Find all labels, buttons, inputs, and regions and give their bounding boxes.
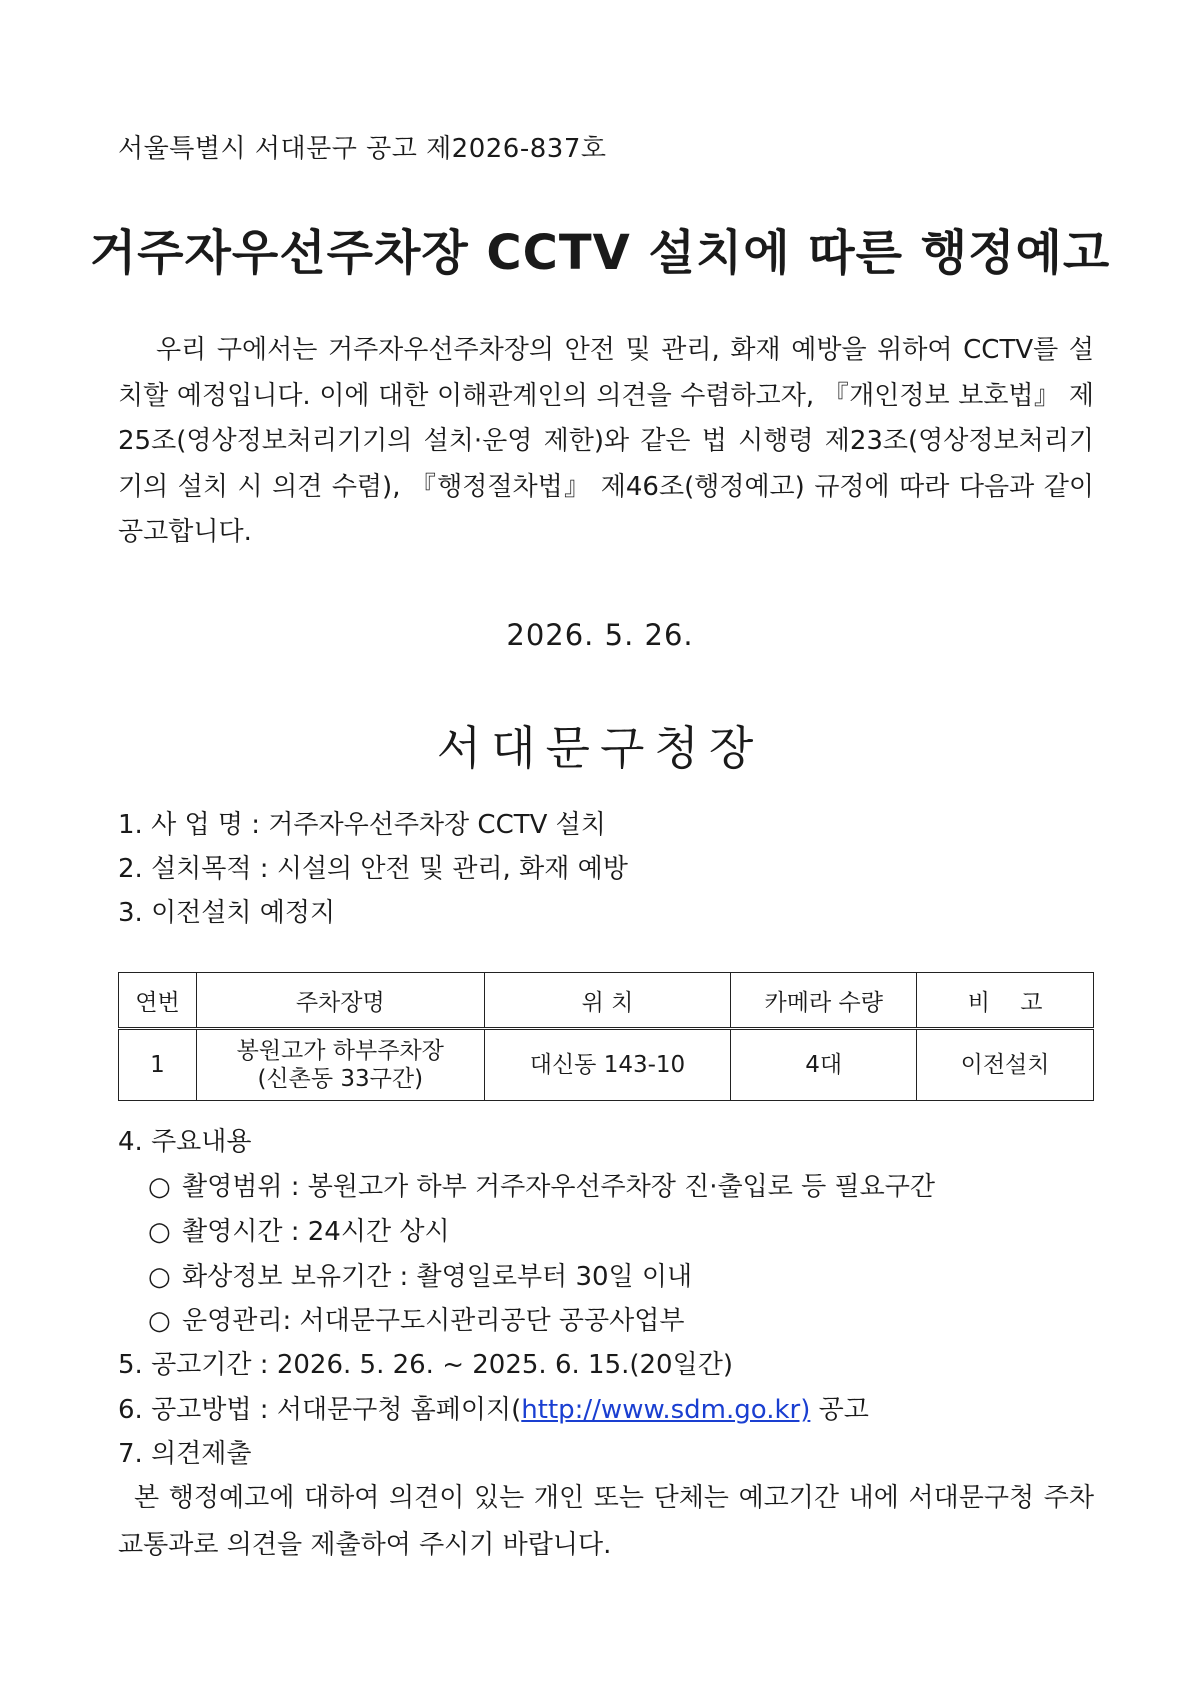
issuer-name: 서대문구청장 [436, 721, 764, 775]
main-content-item [148, 1300, 685, 1337]
table-row [119, 1029, 1094, 1101]
item-project-name: 1. 사 업 명 : 거주자우선주차장 CCTV 설치 [118, 810, 606, 840]
document-title: 거주자우선주차장 CCTV 설치에 따른 행정예고 [89, 225, 1111, 281]
main-content-item [148, 1256, 692, 1293]
homepage-link[interactable]: http://www.sdm.go.kr) [521, 1395, 811, 1425]
cell-parking-name [196, 1029, 484, 1101]
table-header-row [119, 973, 1094, 1029]
item-opinion-heading: 7. 의견제출 [118, 1439, 252, 1469]
header-note: 비 고 [917, 973, 1094, 1029]
main-content-text: 운영관리: 서대문구도시관리공단 공공사업부 [182, 1306, 685, 1336]
main-content-text: 촬영범위 : 봉원고가 하부 거주자우선주차장 진·출입로 등 필요구간 [182, 1172, 936, 1202]
main-content-item [148, 1211, 450, 1248]
opinion-text: 본 행정예고에 대하여 의견이 있는 개인 또는 단체는 예고기간 내에 서대문구청 주차교통과로 의견을 제출하여 주시기 바랍니다. [118, 1483, 1094, 1560]
intro-text: 우리 구에서는 거주자우선주차장의 안전 및 관리, 화재 예방을 위하여 CCTV를 설치할 예정입니다. 이에 대한 이해관계인의 의견을 수렴하고자, 『개인정보 보호법』 제25조(영상정보처리기기의 설치·운영 제한)와 같은 법 시행령 제23조(영상정보처리기기의 설치 시 의견 수렴), 『행정절차법』 제46조(행정예고) 규정에 따라 다음과 같이 공고합니다. [118, 335, 1094, 547]
item-period: 5. 공고기간 : 2026. 5. 26. ~ 2025. 6. 15.(20일간) [118, 1350, 733, 1380]
header-camera-count: 카메라 수량 [731, 973, 917, 1029]
bullet-icon: ○ [148, 1172, 171, 1202]
site-table [118, 972, 1094, 1101]
main-content-text: 촬영시간 : 24시간 상시 [182, 1217, 450, 1247]
main-content-item [148, 1166, 935, 1203]
bullet-icon: ○ [148, 1262, 171, 1292]
notice-number: 서울특별시 서대문구 공고 제2026-837호 [118, 134, 607, 164]
item-main-heading: 4. 주요내용 [118, 1127, 252, 1157]
notice-date: 2026. 5. 26. [506, 618, 694, 652]
main-content-text: 화상정보 보유기간 : 촬영일로부터 30일 이내 [182, 1262, 693, 1292]
cell-location: 대신동 143-10 [484, 1029, 731, 1101]
intro-paragraph [118, 328, 1094, 556]
item-site-heading: 3. 이전설치 예정지 [118, 898, 336, 928]
opinion-paragraph [118, 1475, 1094, 1569]
item-purpose: 2. 설치목적 : 시설의 안전 및 관리, 화재 예방 [118, 854, 628, 884]
bullet-icon: ○ [148, 1217, 171, 1247]
header-parking-name: 주차장명 [196, 973, 484, 1029]
header-location: 위 치 [484, 973, 731, 1029]
cell-camera-count: 4대 [731, 1029, 917, 1101]
cell-note: 이전설치 [917, 1029, 1094, 1101]
method-prefix: 6. 공고방법 : 서대문구청 홈페이지( [118, 1395, 522, 1425]
bullet-icon: ○ [148, 1306, 171, 1336]
header-no: 연번 [119, 973, 197, 1029]
parking-name-line2: (신촌동 33구간) [257, 1066, 424, 1092]
method-suffix: 공고 [810, 1395, 869, 1425]
item-method [118, 1389, 869, 1426]
cell-no: 1 [119, 1029, 197, 1101]
parking-name-line1: 봉원고가 하부주차장 [236, 1038, 444, 1064]
